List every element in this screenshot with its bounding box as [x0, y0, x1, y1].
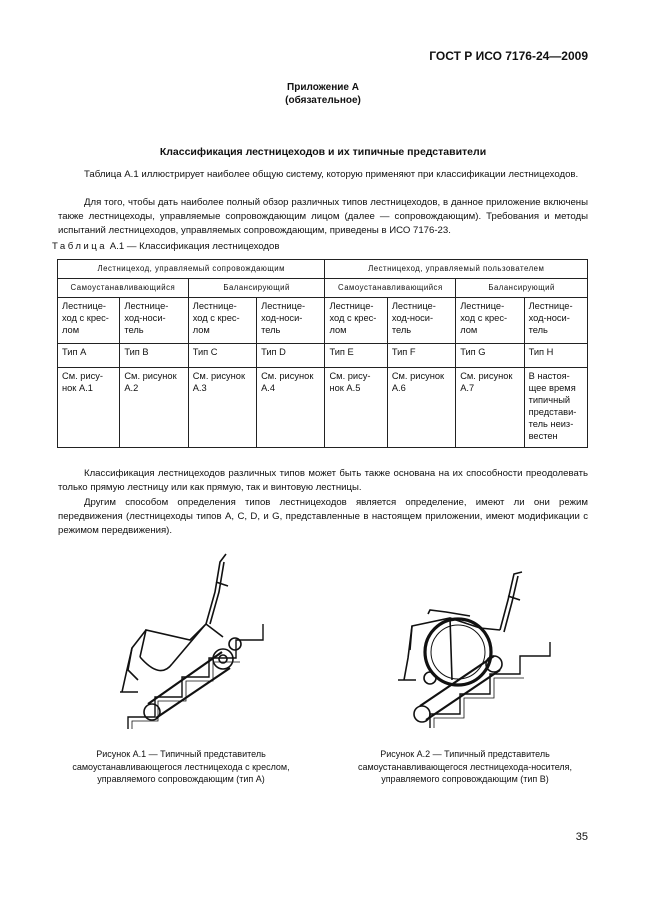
sub-header: Балансирующий [456, 279, 588, 298]
table-cell: Тип В [120, 344, 188, 368]
table-cell: Лестнице- ход с крес- лом [58, 298, 120, 344]
group-header-attendant: Лестницеход, управляемый сопровождающим [58, 260, 325, 279]
table-caption-prefix: Таблица [52, 241, 108, 252]
table-cell: Лестнице- ход с крес- лом [325, 298, 387, 344]
table-cell: См. рисунок А.6 [387, 368, 455, 448]
table-row-kind [58, 298, 588, 344]
table-cell: См. рисунок А.4 [257, 368, 325, 448]
figure-a2-drawing [390, 570, 560, 730]
intro-paragraph-2 [58, 196, 588, 238]
figure-a2-caption: Рисунок А.2 — Типичный представитель самоустанавливающегося лестницехода-носителя, управляемого сопровождающим (тип В) [357, 749, 573, 784]
table-cell: См. рисунок А.2 [120, 368, 188, 448]
table-cell: В настоя- щее время типичный представи- тель неиз- вестен [524, 368, 587, 448]
document-id: ГОСТ Р ИСО 7176-24—2009 [429, 49, 588, 63]
table-cell: Тип F [387, 344, 455, 368]
body-paragraph-1 [58, 467, 588, 495]
sub-header: Балансирующий [188, 279, 325, 298]
body-p4-text: Другим способом определения типов лестницеходов является определение, имеют ли они режим передвижения (лестницеходы типов А, С, D, и G, представленные в настоящем приложении, имеют модификации с режимом передвижения). [58, 497, 588, 536]
annex-status: (обязательное) [285, 95, 361, 106]
page-number: 35 [575, 831, 588, 843]
annex-title: Приложение А [287, 82, 359, 93]
table-row-figure [58, 368, 588, 448]
table-caption [52, 241, 279, 252]
classification-table [57, 259, 588, 448]
table-cell: Лестнице- ход-носи- тель [257, 298, 325, 344]
table-cell: Тип А [58, 344, 120, 368]
table-cell: Лестнице- ход-носи- тель [524, 298, 587, 344]
intro-p2-text: Для того, чтобы дать наиболее полный обзор различных типов лестницеходов, в данное приложение включены также лестницеходы, управляемые сопровождающим лицом (далее — сопровождающим). Требования и методы испытаний лестницеходов, управляемых сопровождающим, приведены в ИСО 7176-23. [58, 197, 588, 236]
intro-paragraph-1 [58, 168, 588, 182]
table-cell: Тип Е [325, 344, 387, 368]
group-header-user: Лестницеход, управляемый пользователем [325, 260, 588, 279]
sub-header: Самоустанавливающийся [325, 279, 456, 298]
table-cell: Тип D [257, 344, 325, 368]
table-cell: Лестнице- ход с крес- лом [456, 298, 524, 344]
figure-a1-caption: Рисунок А.1 — Типичный представитель самоустанавливающегося лестницехода с креслом, управляемого сопровождающим (тип А) [72, 749, 290, 784]
table-cell: Тип Н [524, 344, 587, 368]
intro-p1-text: Таблица А.1 иллюстрирует наиболее общую систему, которую применяют при классификации лестницеходов. [84, 169, 579, 180]
table-cell: Лестнице- ход с крес- лом [188, 298, 256, 344]
table-cell: См. рисунок А.7 [456, 368, 524, 448]
table-cell: Тип G [456, 344, 524, 368]
table-cell: Лестнице- ход-носи- тель [120, 298, 188, 344]
sub-header: Самоустанавливающийся [58, 279, 189, 298]
section-title: Классификация лестницеходов и их типичные представители [159, 146, 487, 158]
body-paragraph-2 [58, 496, 588, 538]
table-cell: Лестнице- ход-носи- тель [387, 298, 455, 344]
table-caption-text: А.1 — Классификация лестницеходов [109, 241, 280, 252]
body-p3-text: Классификация лестницеходов различных типов может быть также основана на их способности преодолевать только прямую лестницу или как прямую, так и винтовую лестницы. [58, 468, 588, 493]
table-cell: Тип С [188, 344, 256, 368]
table-row-type [58, 344, 588, 368]
figure-a1-drawing [110, 552, 290, 732]
table-cell: См. рису- нок А.5 [325, 368, 387, 448]
table-cell: См. рисунок А.3 [188, 368, 256, 448]
table-cell: См. рису- нок А.1 [58, 368, 120, 448]
